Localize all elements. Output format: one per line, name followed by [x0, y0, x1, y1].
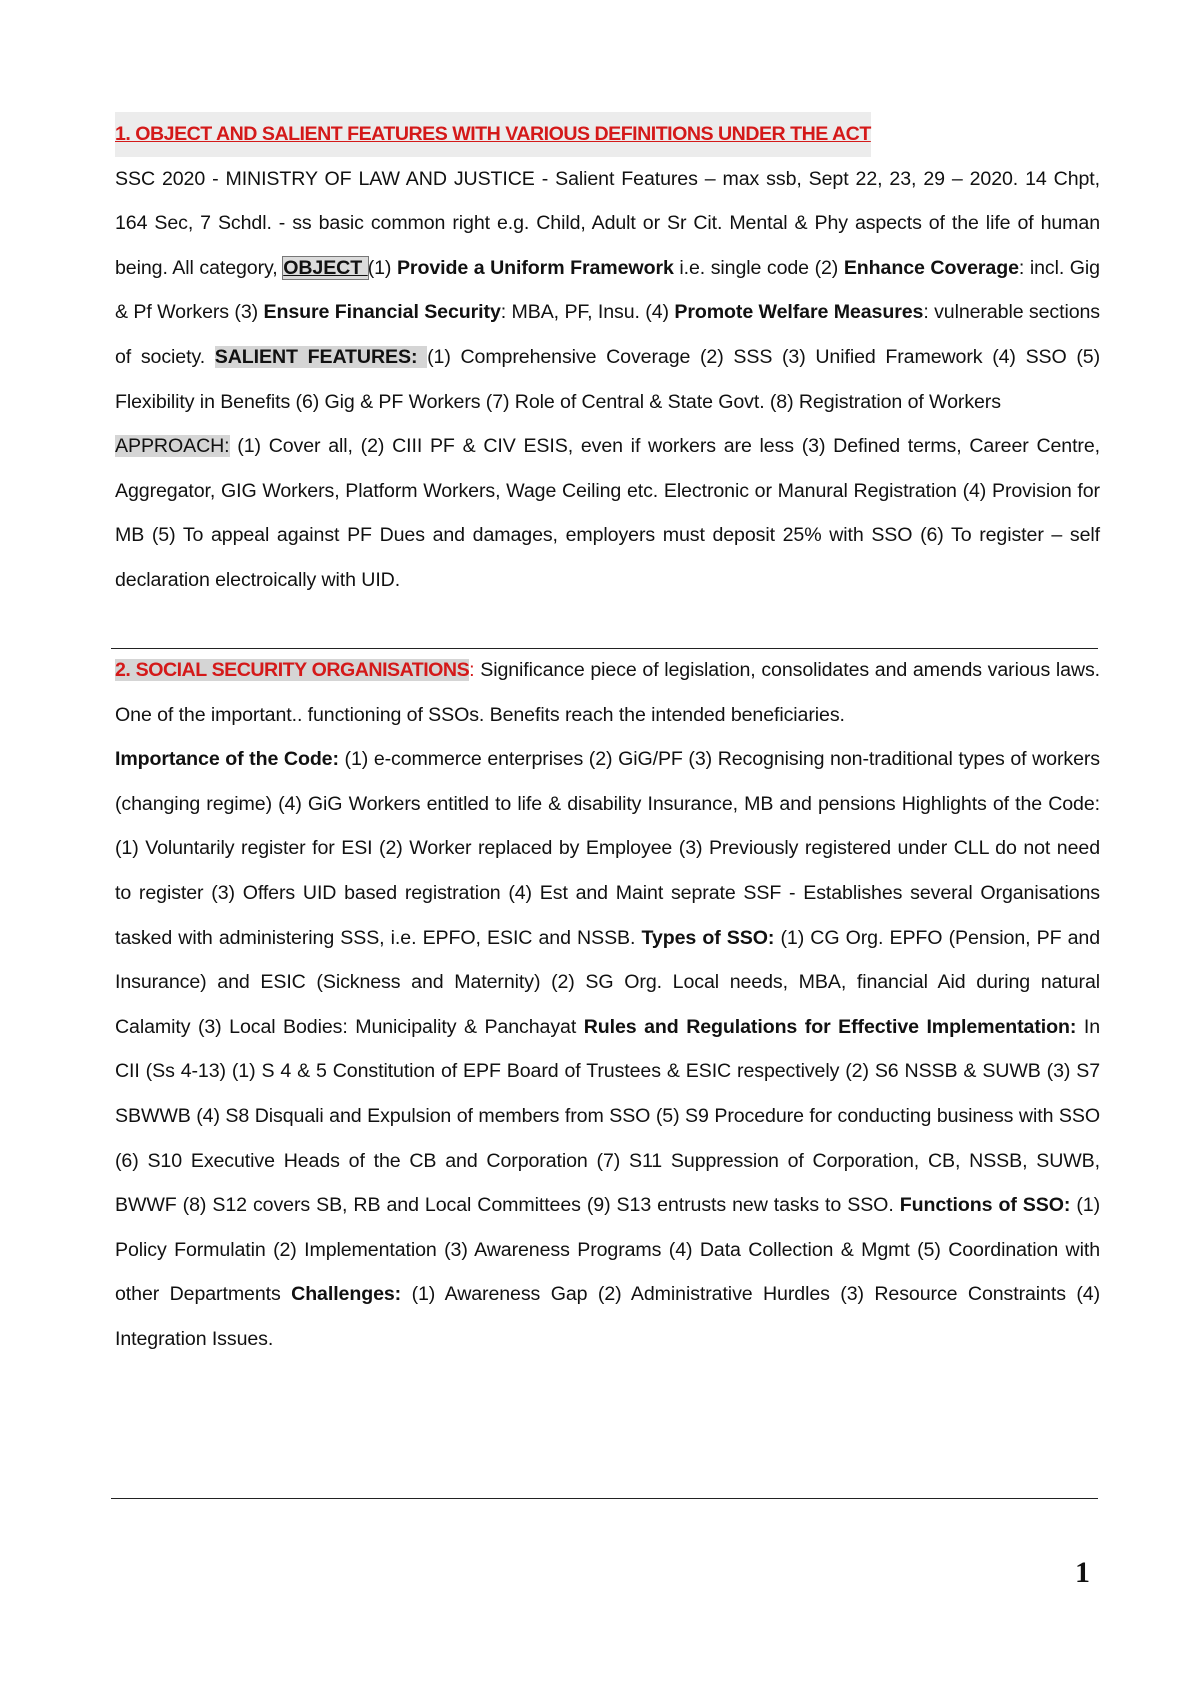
section1-text-c: i.e. single code (2)	[673, 256, 844, 279]
section1-title-line	[115, 112, 1100, 157]
approach-text: (1) Cover all, (2) CIII PF & CIV ESIS, even if workers are less (3) Defined terms, Career Centre, Aggregator, GIG Workers, Platform Workers, Wage Ceiling etc. Electronic or Manural Registration (4) Provision for MB (5) To appeal against PF Dues and damages, employers must deposit 25% with SSO (6) To register – self declaration electroically with UID.	[115, 435, 1100, 591]
section1-text-d: : incl. Gig & Pf Workers (3)	[115, 256, 1100, 324]
section2-body-paragraph	[115, 737, 1100, 1361]
section2-text-b: (1) CG Org. EPFO (Pension, PF and Insurance) and ESIC (Sickness and Maternity) (2) SG Org. Local needs, MBA, financial Aid during natural Calamity (3) Local Bodies: Municipality & Panchayat	[115, 926, 1100, 1038]
section2-text-c: In CII (Ss 4-13) (1) S 4 & 5 Constitution of EPF Board of Trustees & ESIC respectively (2) S6 NSSB & SUWB (3) S7 SBWWB (4) S8 Disquali and Expulsion of members from SSO (5) S9 Procedure for conducting business with SSO (6) S10 Executive Heads of the CB and Corporation (7) S11 Suppression of Corporation, CB, NSSB, SUWB, BWWF (8) S12 covers SB, RB and Local Committees (9) S13 entrusts new tasks to SSO.	[115, 1015, 1100, 1217]
financial-security-label: Ensure Financial Security	[263, 301, 501, 324]
types-of-sso-label: Types of SSO:	[641, 926, 775, 949]
section2-title: 2. SOCIAL SECURITY ORGANISATIONS	[115, 659, 470, 681]
challenges-label: Challenges:	[291, 1283, 402, 1306]
section2-title-colon: :	[469, 659, 475, 681]
section2-text-a: (1) e-commerce enterprises (2) GiG/PF (3) Recognising non-traditional types of workers (changing regime) (4) GiG Workers entitled to life & disability Insurance, MB and pensions Highlights of the Code: (1) Voluntarily register for ESI (2) Worker replaced by Employee (3) Previously registered under CLL do not need to register (3) Offers UID based registration (4) Est and Maint seprate SSF - Establishes several Organisations tasked with administering SSS, i.e. EPFO, ESIC and NSSB.	[115, 748, 1100, 949]
section1-text-b: (1)	[367, 256, 397, 279]
salient-features-label: SALIENT FEATURES:	[214, 345, 428, 368]
section2-intro-paragraph	[115, 648, 1100, 737]
approach-paragraph	[115, 424, 1100, 602]
section1-paragraph	[115, 157, 1100, 425]
welfare-measures-label: Promote Welfare Measures	[674, 301, 924, 324]
section1-title: 1. OBJECT AND SALIENT FEATURES WITH VARIOUS DEFINITIONS UNDER THE ACT	[115, 112, 871, 157]
importance-label: Importance of the Code:	[115, 748, 339, 771]
bottom-divider	[111, 1498, 1098, 1499]
page-number: 1	[1075, 1556, 1090, 1589]
object-label: OBJECT	[283, 256, 368, 279]
section2-intro-text: Significance piece of legislation, consolidates and amends various laws. One of the important.. functioning of SSOs. Benefits reach the intended beneficiaries.	[115, 659, 1100, 726]
document-page	[115, 112, 1100, 603]
rules-regulations-label: Rules and Regulations for Effective Implementation:	[583, 1015, 1077, 1038]
enhance-coverage-label: Enhance Coverage	[843, 256, 1019, 279]
section2	[115, 648, 1100, 1362]
approach-label: APPROACH:	[115, 435, 230, 458]
section1-text-f: : vulnerable sections of society.	[115, 301, 1100, 368]
section2-text-d: (1) Policy Formulatin (2) Implementation (3) Awareness Programs (4) Data Collection & Mgmt (5) Coordination with other Departments	[115, 1194, 1101, 1306]
section1-text-g: (1) Comprehensive Coverage (2) SSS (3) Unified Framework (4) SSO (5) Flexibility in Benefits (6) Gig & PF Workers (7) Role of Central & State Govt. (8) Registration of Workers	[115, 345, 1101, 413]
uniform-framework-label: Provide a Uniform Framework	[396, 256, 674, 279]
functions-of-sso-label: Functions of SSO:	[899, 1194, 1071, 1217]
section2-text-e: (1) Awareness Gap (2) Administrative Hurdles (3) Resource Constraints (4) Integration Issues.	[115, 1283, 1100, 1350]
section1-text-e: : MBA, PF, Insu. (4)	[500, 301, 675, 324]
section1-text-a: SSC 2020 - MINISTRY OF LAW AND JUSTICE - Salient Features – max ssb, Sept 22, 23, 29 – 2020. 14 Chpt, 164 Sec, 7 Schdl. - ss basic common right e.g. Child, Adult or Sr Cit. Mental & Phy aspects of the life of human being. All category,	[115, 167, 1100, 279]
